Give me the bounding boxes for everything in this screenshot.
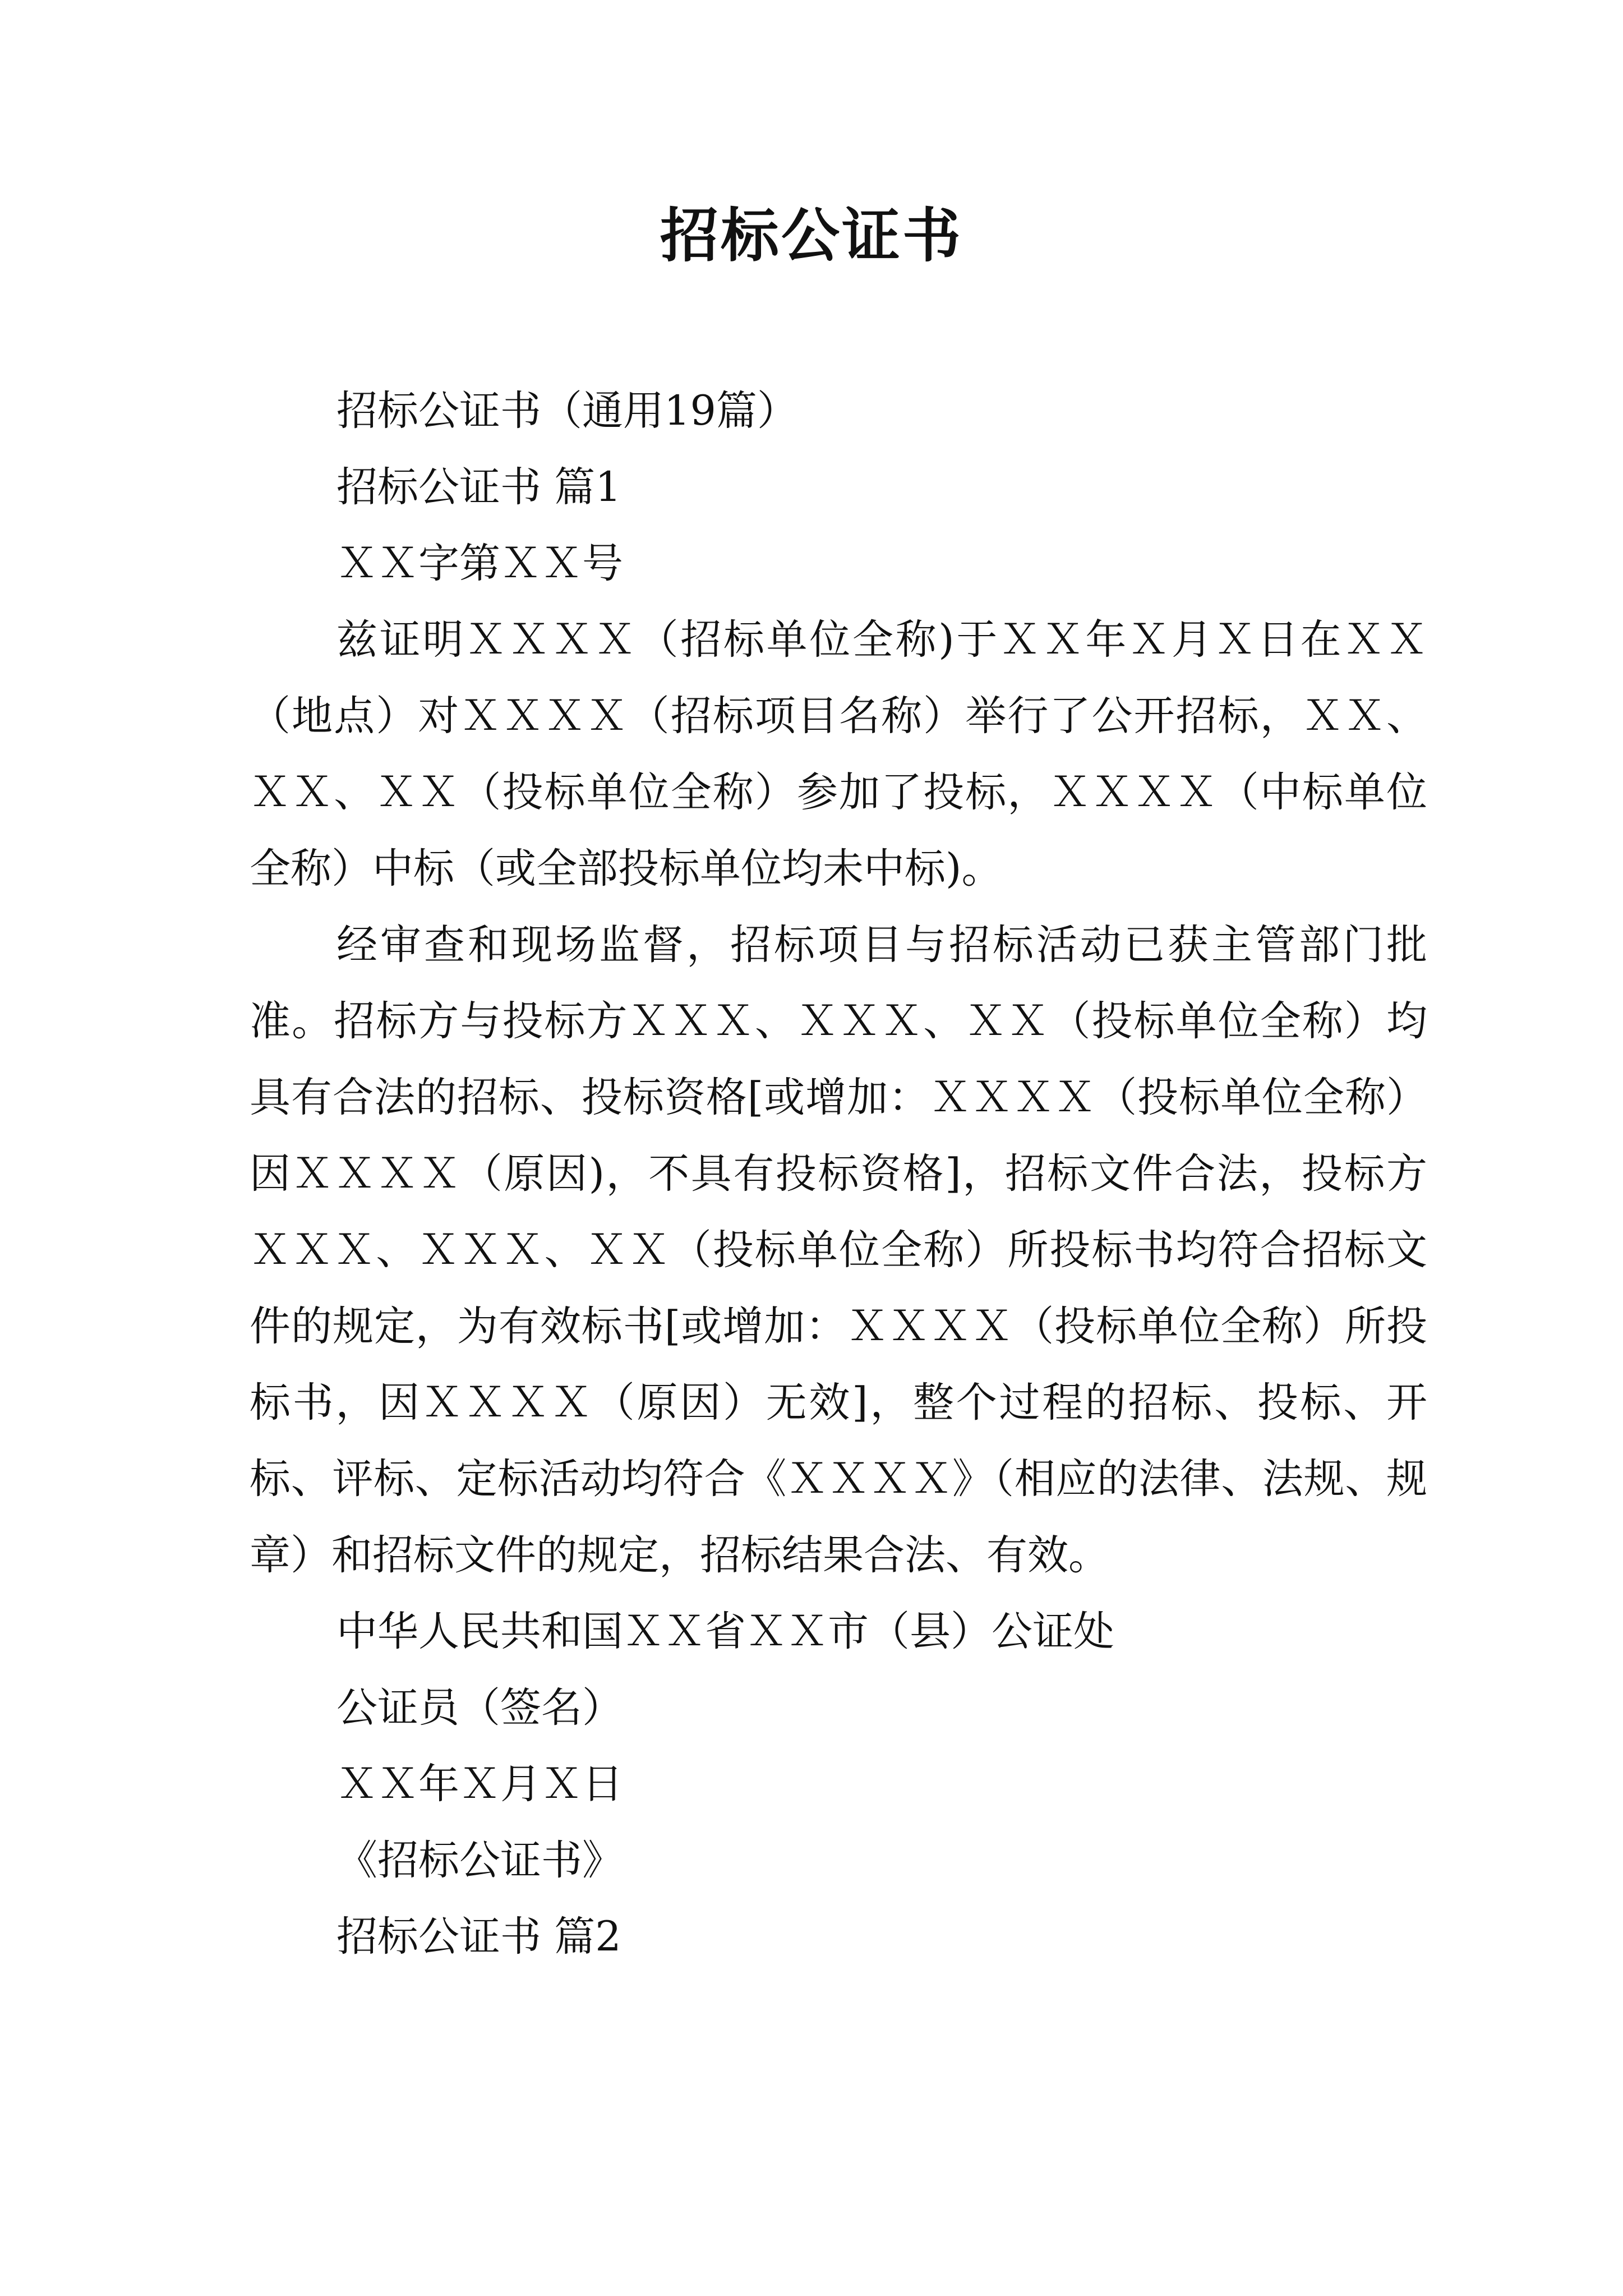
section-heading: 招标公证书 篇2 <box>336 1913 621 1961</box>
notary-office: 中华人民共和国ＸＸ省ＸＸ市（县）公证处 <box>336 1608 1114 1655</box>
paragraph-review: 经审查和现场监督，招标项目与招标活动已获主管部门批准。招标方与投标方ＸＸＸ、ＸＸＸ、ＸＸ（投标单位全称）均具有合法的招标、投标资格[或增加：ＸＸＸＸ（投标单位全称）因ＸＸＸＸ（原因)，不具有投标资格]，招标文件合法，投标方ＸＸＸ、ＸＸＸ、ＸＸ（投标单位全称）所投标书均符合招标文件的规定，为有效标书[或增加：ＸＸＸＸ（投标单位全称）所投标书，因ＸＸＸＸ（原因）无效]，整个过程的招标、投标、开标、评标、定标活动均符合《ＸＸＸＸ》（相应的法律、法规、规章）和招标文件的规定，招标结果合法、有效。 <box>250 921 1427 1579</box>
document-title: 招标公证书 <box>660 201 963 270</box>
document-body <box>250 373 1427 1975</box>
document-subtitle: 招标公证书（通用19篇） <box>336 387 798 435</box>
paragraph-certification: 兹证明ＸＸＸＸ（招标单位全称)于ＸＸ年Ｘ月Ｘ日在ＸＸ（地点）对ＸＸＸＸ（招标项目名称）举行了公开招标，ＸＸ、ＸＸ、ＸＸ（投标单位全称）参加了投标，ＸＸＸＸ（中标单位全称）中标（或全部投标单位均未中标)。 <box>250 616 1427 892</box>
document-reference: 《招标公证书》 <box>336 1837 623 1884</box>
document-number: ＸＸ字第ＸＸ号 <box>336 540 623 587</box>
document-date: ＸＸ年Ｘ月Ｘ日 <box>336 1760 623 1808</box>
notary-signature: 公证员（签名） <box>336 1684 623 1732</box>
section-heading: 招标公证书 篇1 <box>336 463 621 511</box>
